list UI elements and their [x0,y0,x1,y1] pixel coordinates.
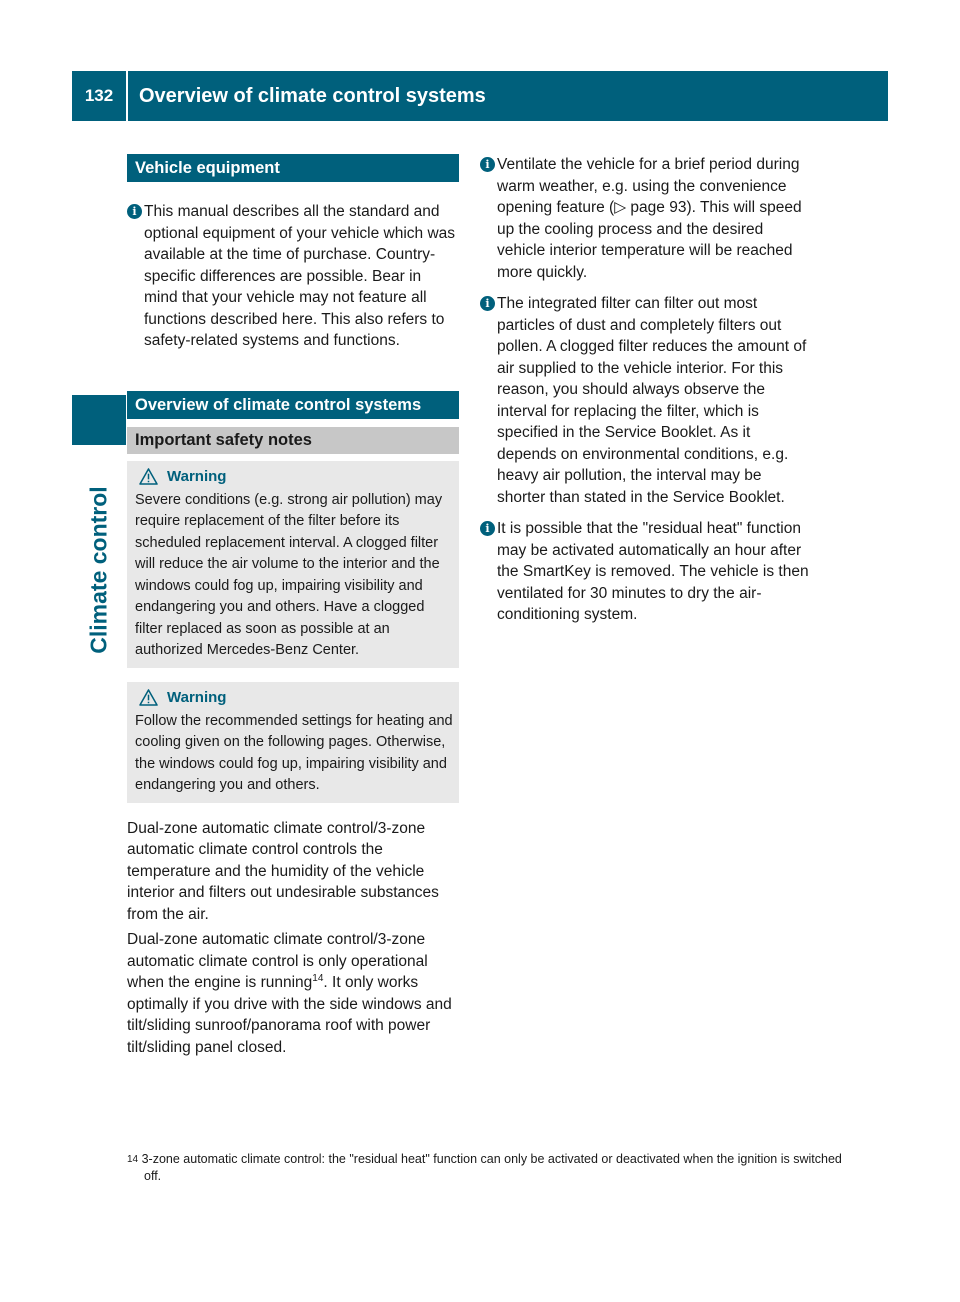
info-note-vehicle-equipment [127,201,459,352]
info-icon: i [480,157,495,172]
warning-title [135,687,453,708]
footnote [127,1151,844,1185]
warning-triangle-icon [139,689,158,706]
warning-title-text: Warning [167,467,227,485]
footnote-text: 3-zone automatic climate control: the "residual heat" function can only be activated or deactivated when the ignition is switched off. [141,1152,842,1183]
info-icon: i [127,204,142,219]
warning-title [135,466,453,487]
info-text: The integrated filter can filter out most particles of dust and completely filters out pollen. A clogged filter reduces the amount of air supplied to the vehicle interior. For this reason, you should always observe the interval for replacing the filter, which is specified in the Service Booklet. As it depends on environmental conditions, e.g. heavy air pollution, the interval may be shorter than stated in the Service Booklet. [497,295,807,506]
info-note [480,518,814,626]
warning-text: Follow the recommended settings for heating and cooling given on the following pages. Otherwise, the windows could fog up, impairing visibility and endangering you and others. [135,712,453,793]
section-heading-vehicle-equipment: Vehicle equipment [127,154,459,182]
warning-box [127,682,459,803]
paragraph-text: . It only works optimally if you drive with the side windows and tilt/sliding sunroof/panorama roof with power tilt/sliding panel closed. [127,974,452,1056]
chapter-label [83,480,115,660]
info-icon: i [480,521,495,536]
page-header [72,71,888,121]
warning-triangle-icon [139,468,158,485]
subsection-heading-safety-notes: Important safety notes [127,427,459,454]
info-text: This manual describes all the standard and optional equipment of your vehicle which was available at the time of purchase. Country-specific differences are possible. Bear in mind that your vehicle may not feature all functions described here. This also refers to safety-related systems and functions. [144,203,456,349]
chapter-label-text: Climate control [85,486,112,654]
body-paragraph: Dual-zone automatic climate control/3-zone automatic climate control controls the temperature and the humidity of the vehicle interior and filters out undesirable substances from the air. [127,819,439,923]
warning-box [127,461,459,668]
page-title: Overview of climate control systems [139,85,486,107]
info-icon: i [480,296,495,311]
chapter-tab [72,395,126,445]
info-text: Ventilate the vehicle for a brief period during warm weather, e.g. using the convenience opening feature (▷ page 93). This will speed up the cooling process and the desired vehicle interior temperature will be reached more quickly. [497,156,802,281]
body-paragraph [127,929,459,1058]
warning-text: Severe conditions (e.g. strong air pollution) may require replacement of the filter before its scheduled replacement interval. A clogged filter will reduce the air volume to the interior and the windows could fog up, impairing visibility and endangering you and others. Have a clogged filter replaced as soon as possible at an authorized Mercedes-Benz Center. [135,491,443,658]
info-note [480,293,814,508]
left-column [127,154,459,1058]
footnote-reference[interactable]: 14 [312,972,324,984]
paragraph-text: Dual-zone automatic climate control/3-zone automatic climate control is only operational when the engine is running [127,931,428,991]
right-column [480,154,814,626]
section-heading-overview: Overview of climate control systems [127,391,459,419]
warning-title-text: Warning [167,688,227,706]
info-text: It is possible that the "residual heat" function may be activated automatically an hour after the SmartKey is removed. The vehicle is then ventilated for 30 minutes to dry the air-conditioning system. [497,520,809,623]
info-note [480,154,814,283]
page-number: 132 [84,86,114,105]
header-divider [126,71,128,121]
footnote-number: 14 [127,1154,139,1165]
